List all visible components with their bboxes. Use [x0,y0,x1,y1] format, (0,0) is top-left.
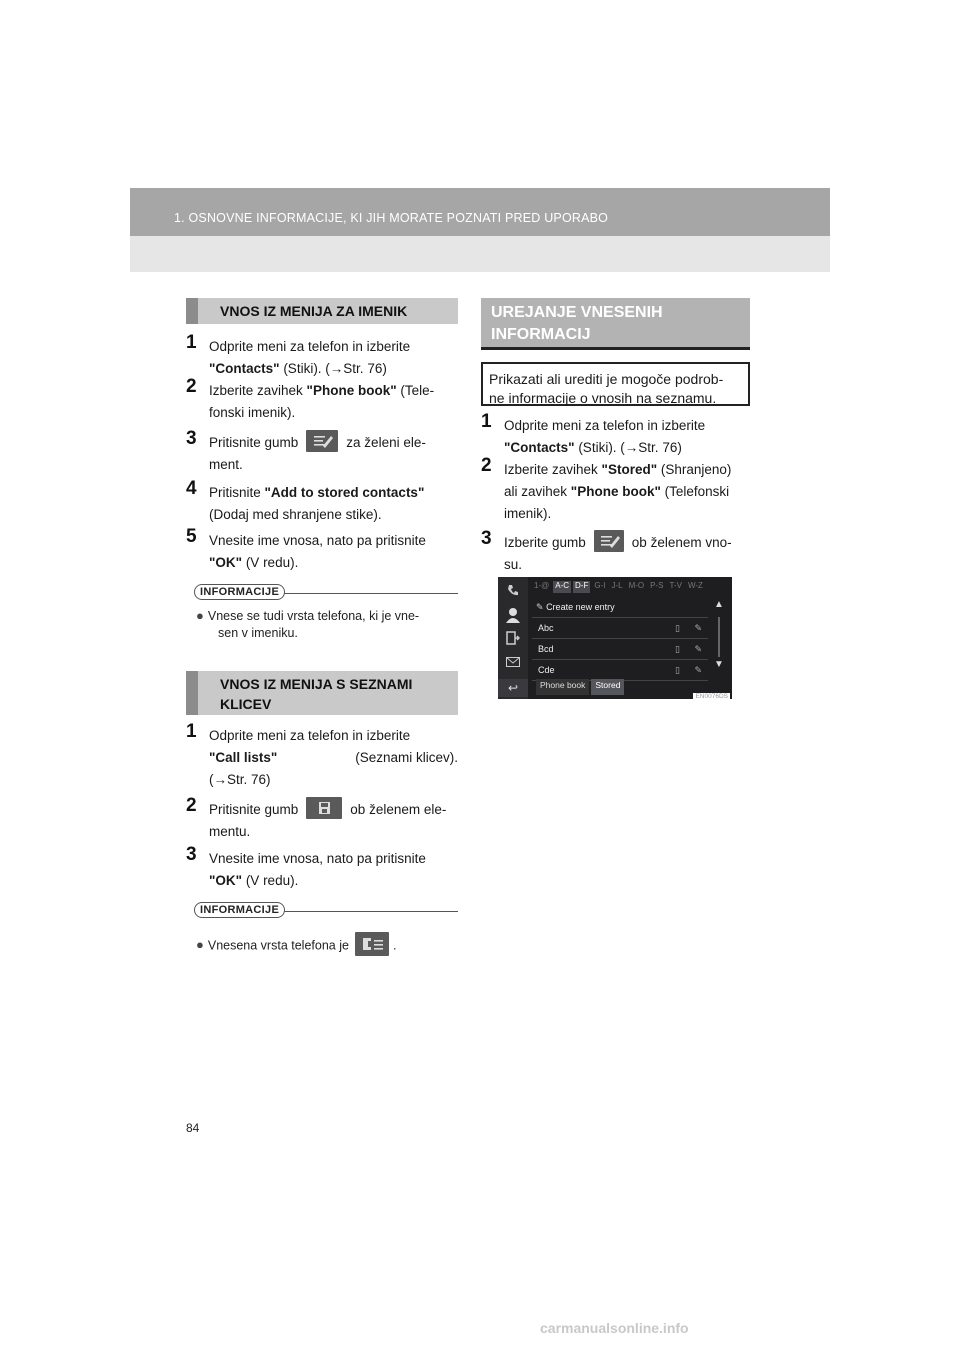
step-3: 3 Vnesite ime vnosa, nato pa pritisnite "OK" (V redu). [186,844,426,888]
alpha-tab[interactable]: G-I [594,581,606,590]
device-screenshot [498,577,732,699]
mobile-icon: ▯ [675,665,680,675]
side-menu [498,577,528,699]
watermark: carmanualsonline.info [540,1320,689,1336]
alpha-tab[interactable]: P-S [650,581,664,590]
info-label: INFORMACIJE [194,584,285,600]
edit-icon [306,430,338,452]
step-1: 1 Odprite meni za telefon in izberite "Contacts" (Stiki). (→Str. 76) [186,332,411,376]
call-list-icon [506,631,520,645]
alpha-tabs [532,581,732,593]
edit-icon[interactable]: ✎ [694,623,702,633]
list-item[interactable]: Cde ▯ ✎ [532,660,708,681]
heading-bar [186,298,198,324]
alpha-tab[interactable]: W-Z [687,581,703,590]
scroll-up-button[interactable]: ▲ [714,599,724,610]
tab-stored[interactable]: Stored [591,679,624,695]
step-1: 1 Odprite meni za telefon in izberite "Contacts" (Stiki). (→Str. 76) [481,411,706,455]
back-button[interactable]: ↩ [498,679,528,697]
edit-icon[interactable]: ✎ [694,644,702,654]
description-box: Prikazati ali urediti je mogoče podrob- ne informacije o vnosih na seznamu. [481,362,750,406]
create-entry-row[interactable]: ✎ Create new entry [532,597,708,618]
message-icon [506,657,520,667]
figure-code: EN0076DS [695,693,728,699]
phone-icon [506,583,520,597]
scrollbar[interactable] [718,617,720,657]
bullet-icon: ● [196,937,204,953]
contact-icon [504,607,522,623]
step-5: 5 Vnesite ime vnosa, nato pa pritisnite "OK" (V redu). [186,526,426,570]
bullet-icon: ● [196,608,204,623]
alpha-tab[interactable]: D-F [573,581,590,593]
section-heading-call-lists: VNOS IZ MENIJA S SEZNAMI KLICEV [186,671,458,715]
alpha-tab[interactable]: 1-@ [534,581,550,590]
step-2: 2 Izberite zavihek "Stored" (Shranjeno) ali zavihek "Phone book" (Telefonski imenik). [481,455,732,521]
tab-phone-book[interactable]: Phone book [536,679,589,695]
section-heading-edit-info: UREJANJE VNESENIH INFORMACIJ [481,298,750,350]
alpha-tab[interactable]: A-C [553,581,571,593]
list-item[interactable]: Abc ▯ ✎ [532,618,708,639]
pencil-icon: ✎ [536,602,544,612]
chapter-title: 1. OSNOVNE INFORMACIJE, KI JIH MORATE POZNATI PRED UPORABO [174,211,609,225]
step-4: 4 Pritisnite "Add to stored contacts" (Dodaj med shranjene stike). [186,478,425,522]
step-2: 2 Pritisnite gumb ob želenem ele- mentu. [186,795,447,840]
alpha-tab[interactable]: M-O [628,581,645,590]
save-icon [306,797,342,819]
step-2: 2 Izberite zavihek "Phone book" (Tele- fonski imenik). [186,376,435,420]
header-subband [130,236,830,272]
entry-list [532,597,708,681]
step-1: 1 Odprite meni za telefon in izberite "Call lists" (Seznami klicev). (→Str. 76) [186,721,458,787]
heading-bar [186,671,198,715]
bottom-tabs [536,679,624,695]
info-note: ● Vnese se tudi vrsta telefona, ki je vne- sen v imeniku. [196,608,420,640]
phone-type-icon [355,932,389,956]
page-number: 84 [186,1121,200,1135]
info-note: ● Vnesena vrsta telefona je . [196,934,458,958]
section-heading-phonebook: VNOS IZ MENIJA ZA IMENIK [186,298,458,324]
step-3: 3 Pritisnite gumb za želeni ele- ment. [186,428,426,473]
list-item[interactable]: Bcd ▯ ✎ [532,639,708,660]
edit-icon[interactable]: ✎ [694,665,702,675]
alpha-tab[interactable]: J-L [611,581,623,590]
step-3: 3 Izberite gumb ob želenem vno- su. [481,528,732,573]
mobile-icon: ▯ [675,623,680,633]
alpha-tab[interactable]: T-V [669,581,682,590]
scroll-down-button[interactable]: ▼ [714,659,724,670]
edit-icon [594,530,624,552]
mobile-icon: ▯ [675,644,680,654]
info-label: INFORMACIJE [194,902,285,918]
